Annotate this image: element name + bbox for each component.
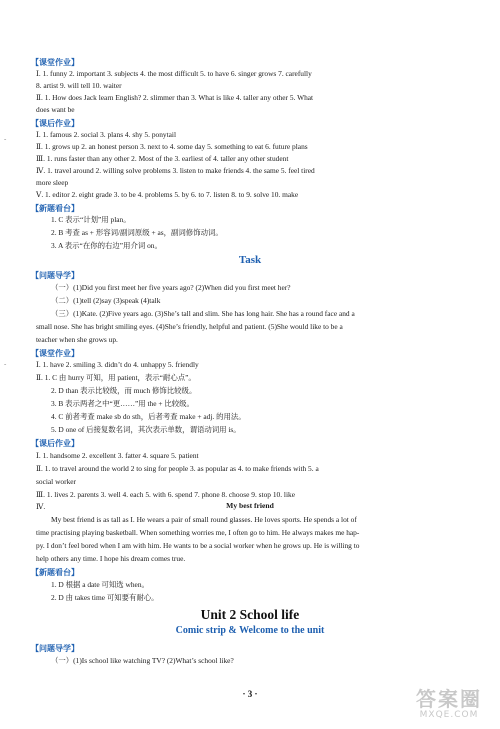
section-heading: 【问题导学】: [31, 644, 79, 653]
answer-line: 1. D 根据 a date 可知选 when。: [51, 580, 149, 589]
lesson-subtitle: Comic strip & Welcome to the unit: [175, 625, 325, 636]
answer-line: （三）(1)Kate. (2)Five years ago. (3)She’s tall and slim. She has long hair. She has a round face and a: [51, 309, 355, 318]
answer-line: 3. A 表示“在你的右边”用介词 on。: [51, 241, 162, 250]
essay-line: My best friend is as tall as I. He wears a pair of small round glasses. He loves sports. He spends a lot of: [51, 515, 357, 524]
answer-line: 1. C 表示“计划”用 plan。: [51, 215, 131, 224]
answer-line: 3. B 表示两者之中“更……”用 the + 比较级。: [51, 399, 194, 408]
watermark-logo-text: 答案圈: [416, 687, 482, 711]
answer-line: Ⅳ. 1. travel around 2. willing solve problems 3. listen to make friends 4. the same 5. feel tired: [36, 166, 315, 175]
essay-line: help others any time. I hope his dream comes true.: [36, 554, 186, 563]
answer-line: Ⅲ. 1. lives 2. parents 3. well 4. each 5. with 6. spend 7. phone 8. choose 9. stop 10. like: [36, 490, 295, 499]
answer-line: Ⅲ. 1. runs faster than any other 2. Most of the 3. earliest of 4. taller any other student: [36, 154, 289, 163]
site-watermark: [408, 688, 490, 722]
answer-line: Ⅱ. 1. How does Jack learn English? 2. slimmer than 3. What is like 4. taller any other 5. What: [36, 93, 314, 102]
section-heading: 【课堂作业】: [31, 58, 79, 67]
answer-line: （二）(1)tell (2)say (3)speak (4)talk: [51, 296, 161, 305]
answer-line: Ⅰ. 1. famous 2. social 3. plans 4. shy 5. ponytail: [36, 130, 177, 139]
section-heading: 【课堂作业】: [31, 349, 79, 358]
page-number: · 3 ·: [242, 689, 258, 699]
answer-line: 2. B 考查 as + 形容词/副词原级 + as，副词修饰动词。: [51, 228, 223, 237]
answer-line: 2. D than 表示比较级，而 much 修饰比较级。: [51, 386, 197, 395]
answer-line: （一）(1)Is school like watching TV? (2)What’s school like?: [51, 656, 234, 665]
answer-line: teacher when she grows up.: [36, 335, 118, 344]
answer-line: Ⅰ. 1. funny 2. important 3. subjects 4. the most difficult 5. to have 6. singer grows 7. carefully: [36, 69, 312, 78]
answer-line: Ⅰ. 1. have 2. smiling 3. didn’t do 4. unhappy 5. friendly: [36, 360, 199, 369]
lesson-title: Task: [238, 254, 262, 266]
answer-line: social worker: [36, 477, 77, 486]
essay-title: My best friend: [226, 501, 274, 510]
essay-line: time practising playing basketball. When something worries me, I often go to him. He always makes me hap-: [36, 528, 360, 537]
answer-line: small nose. She has bright smiling eyes. (4)She’s friendly, helpful and patient. (5)She would like to be a: [36, 322, 343, 331]
answer-line: Ⅴ. 1. editor 2. eight grade 3. to be 4. problems 5. by 6. to 7. listen 8. to 9. solve 10. make: [36, 190, 299, 199]
answer-line: 2. D 由 takes time 可知要有耐心。: [51, 593, 159, 602]
section-heading: 【问题导学】: [31, 271, 79, 280]
essay-line: py. I don’t feel bored when I am with him. He wants to be a social worker when he grows up. He is willing to: [36, 541, 360, 550]
answer-line: Ⅰ. 1. handsome 2. excellent 3. fatter 4. square 5. patient: [36, 451, 199, 460]
answer-line: Ⅱ. 1. to travel around the world 2 to sing for people 3. as popular as 4. to make friends with 5. a: [36, 464, 319, 473]
answer-line: （一）(1)Did you first meet her five years ago? (2)When did you first meet her?: [51, 283, 291, 292]
unit-title: Unit 2 School life: [200, 607, 300, 622]
margin-tick: -: [4, 135, 7, 143]
section-heading: 【课后作业】: [31, 439, 79, 448]
answer-line: does want be: [36, 105, 75, 114]
watermark-url: MXQE.COM: [419, 710, 479, 720]
section-heading: 【新题看台】: [31, 204, 79, 213]
section-heading: 【课后作业】: [31, 119, 79, 128]
answer-line: Ⅱ. 1. C 由 hurry 可知，用 patient，表示“耐心点”。: [36, 373, 196, 382]
answer-line: more sleep: [36, 178, 69, 187]
answer-line: Ⅳ.: [36, 502, 46, 511]
answer-line: 4. C 前者考查 make sb do sth，后者考查 make + adj. 的用法。: [51, 412, 246, 421]
answer-line: 5. D one of 后接复数名词，其次表示单数，谓语动词用 is。: [51, 425, 241, 434]
margin-tick: -: [4, 360, 7, 368]
answer-line: 8. artist 9. will tell 10. waiter: [36, 81, 122, 90]
answer-line: Ⅱ. 1. grows up 2. an honest person 3. next to 4. some day 5. something to eat 6. future plans: [36, 142, 308, 151]
section-heading: 【新题看台】: [31, 568, 79, 577]
